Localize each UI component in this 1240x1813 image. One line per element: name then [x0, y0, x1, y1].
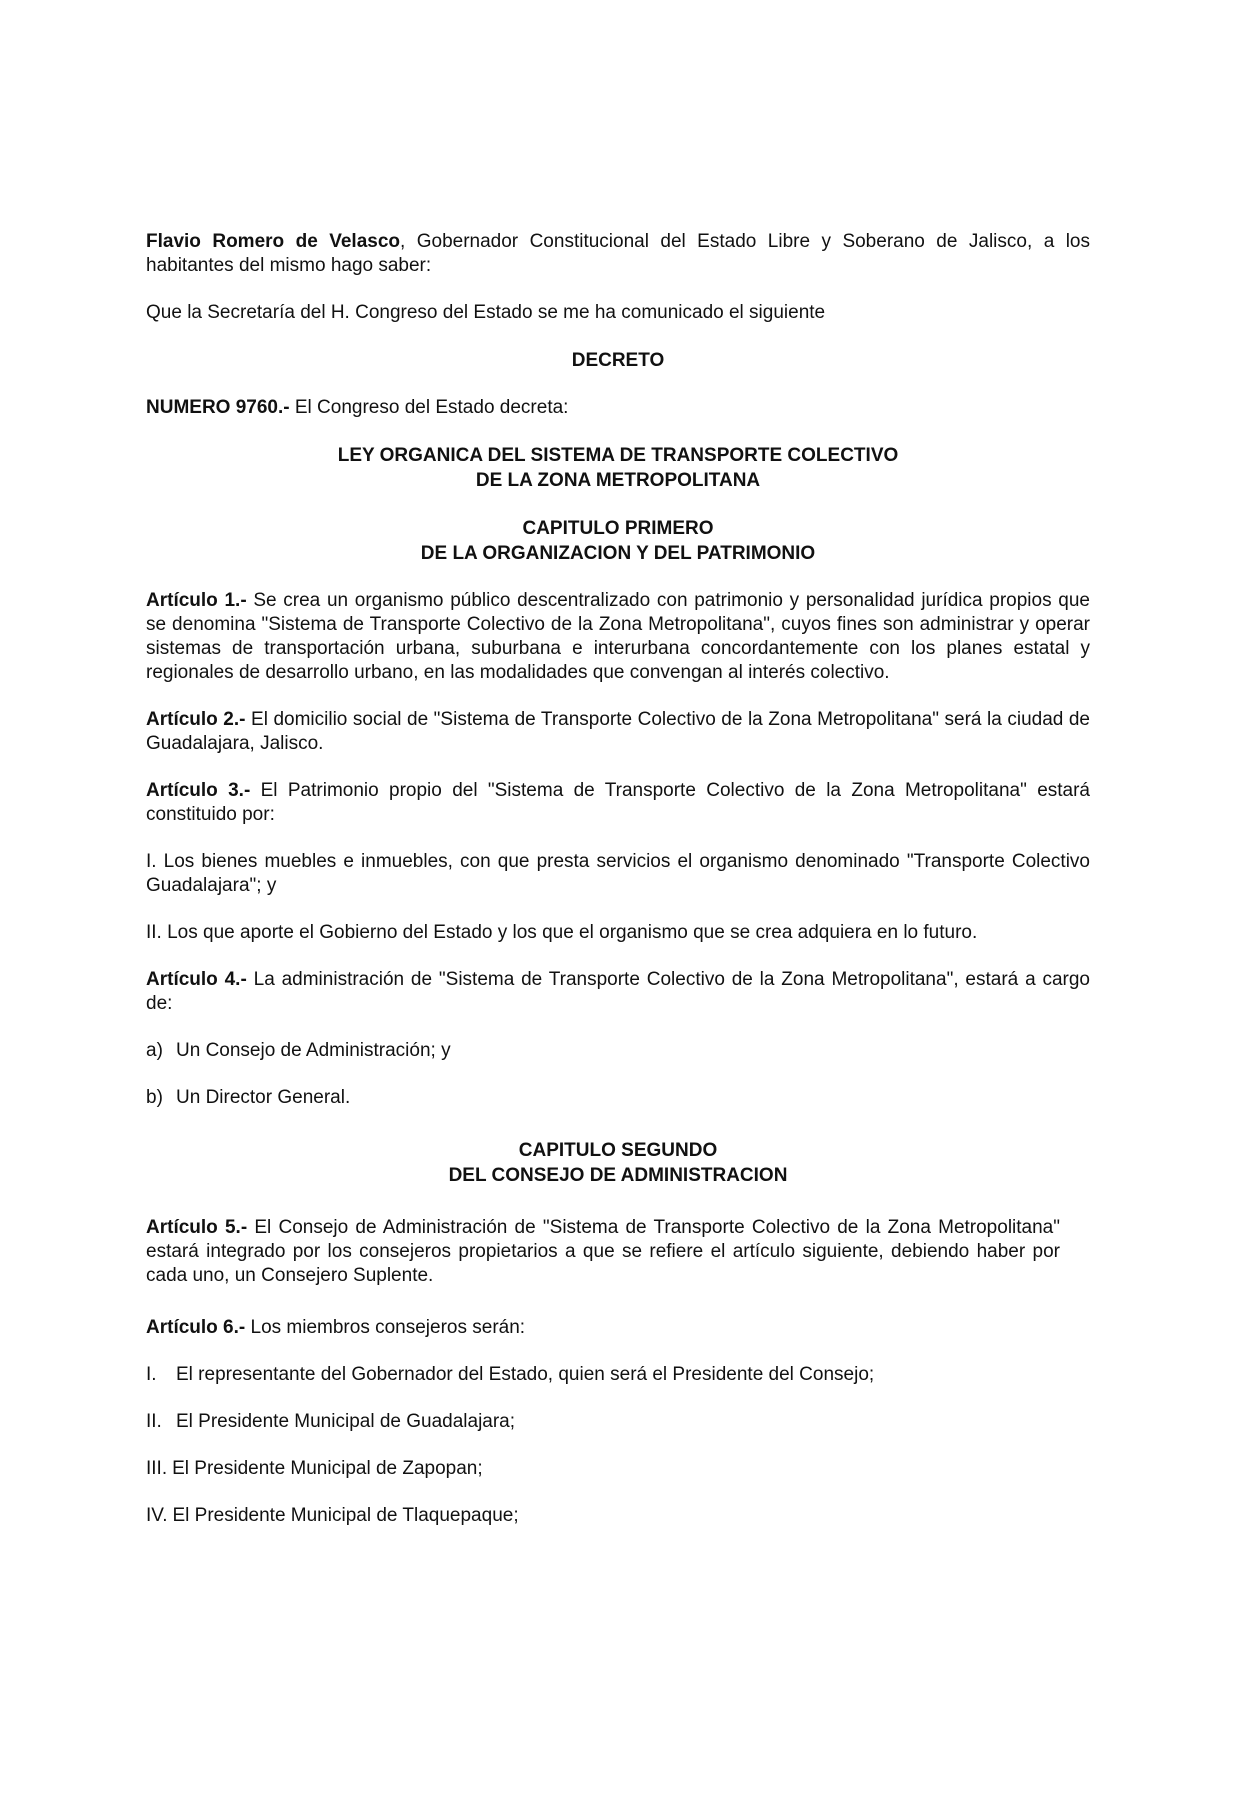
decree-paragraph — [146, 396, 1090, 420]
article-5 — [146, 1216, 1090, 1288]
article-4-item-b — [146, 1086, 1090, 1110]
list-label: b) — [146, 1087, 163, 1108]
article-6-item-1 — [146, 1363, 1090, 1387]
article-6-item-2 — [146, 1410, 1090, 1434]
article-3-text: El Patrimonio propio del "Sistema de Transporte Colectivo de la Zona Metropolitana" estará constituido por: — [146, 780, 1090, 825]
article-4 — [146, 968, 1090, 1016]
list-label: IV. — [146, 1505, 168, 1526]
article-1-label: Artículo 1.- — [146, 590, 247, 611]
chapter-1-heading — [146, 516, 1090, 566]
article-4-text: La administración de "Sistema de Transporte Colectivo de la Zona Metropolitana", estará a cargo de: — [146, 969, 1090, 1014]
intro-text: , Gobernador Constitucional del Estado Libre y Soberano de Jalisco, a los habitantes del mismo hago saber: — [146, 231, 1090, 276]
chapter-2-heading — [146, 1138, 1090, 1188]
article-6-item-3 — [146, 1457, 1090, 1481]
article-5-text: El Consejo de Administración de "Sistema de Transporte Colectivo de la Zona Metropolitana" estará integrado por los consejeros propietarios a que se refiere el artículo siguiente, debiendo haber por cada uno, un Consejero Suplente. — [146, 1217, 1060, 1286]
list-text: El Presidente Municipal de Tlaquepaque; — [172, 1505, 519, 1526]
article-3-item-1: I. Los bienes muebles e inmuebles, con que presta servicios el organismo denominado "Transporte Colectivo Guadalajara"; y — [146, 851, 1090, 896]
article-2 — [146, 708, 1090, 756]
governor-name: Flavio Romero de Velasco — [146, 231, 400, 252]
list-text: Un Consejo de Administración; y — [176, 1040, 451, 1061]
chapter-2-line2: DEL CONSEJO DE ADMINISTRACION — [448, 1165, 788, 1186]
list-label: a) — [146, 1040, 163, 1061]
law-title — [146, 443, 1090, 493]
list-label: III. — [146, 1458, 168, 1479]
list-text: Un Director General. — [176, 1087, 351, 1108]
article-5-label: Artículo 5.- — [146, 1217, 248, 1238]
decree-text: El Congreso del Estado decreta: — [289, 397, 569, 418]
article-3-item-2: II. Los que aporte el Gobierno del Estado y los que el organismo que se crea adquiera en lo futuro. — [146, 922, 978, 943]
chapter-2-line1: CAPITULO SEGUNDO — [518, 1140, 718, 1161]
article-1 — [146, 589, 1090, 685]
decree-heading — [146, 348, 1090, 373]
article-2-text: El domicilio social de "Sistema de Transporte Colectivo de la Zona Metropolitana" será la ciudad de Guadalajara, Jalisco. — [146, 709, 1090, 754]
article-6-item-4 — [146, 1504, 1090, 1528]
list-label: II. — [146, 1411, 162, 1432]
article-6-label: Artículo 6.- — [146, 1317, 246, 1338]
decree-number: NUMERO 9760.- — [146, 397, 290, 418]
chapter-1-line2: DE LA ORGANIZACION Y DEL PATRIMONIO — [420, 543, 816, 564]
notice-paragraph: Que la Secretaría del H. Congreso del Estado se me ha comunicado el siguiente — [146, 302, 826, 323]
decree-heading-text: DECRETO — [571, 350, 665, 371]
intro-paragraph — [146, 230, 1090, 278]
law-title-line1: LEY ORGANICA DEL SISTEMA DE TRANSPORTE COLECTIVO — [337, 445, 899, 466]
article-4-item-a — [146, 1039, 1090, 1063]
list-text: El Presidente Municipal de Guadalajara; — [176, 1411, 516, 1432]
article-6-text: Los miembros consejeros serán: — [245, 1317, 526, 1338]
list-text: El Presidente Municipal de Zapopan; — [172, 1458, 483, 1479]
article-2-label: Artículo 2.- — [146, 709, 246, 730]
list-text: El representante del Gobernador del Estado, quien será el Presidente del Consejo; — [176, 1364, 875, 1385]
chapter-1-line1: CAPITULO PRIMERO — [522, 518, 714, 539]
article-4-label: Artículo 4.- — [146, 969, 247, 990]
article-3 — [146, 779, 1090, 827]
law-title-line2: DE LA ZONA METROPOLITANA — [475, 470, 761, 491]
article-3-label: Artículo 3.- — [146, 780, 251, 801]
list-label: I. — [146, 1364, 157, 1385]
article-6 — [146, 1316, 1090, 1340]
article-1-text: Se crea un organismo público descentralizado con patrimonio y personalidad jurídica propios que se denomina "Sistema de Transporte Colectivo de la Zona Metropolitana", cuyos fines son administrar y operar sistemas de transportación urbana, suburbana e interurbana concordantemente con los planes estatal y regionales de desarrollo urbano, en las modalidades que convengan al interés colectivo. — [146, 590, 1090, 683]
